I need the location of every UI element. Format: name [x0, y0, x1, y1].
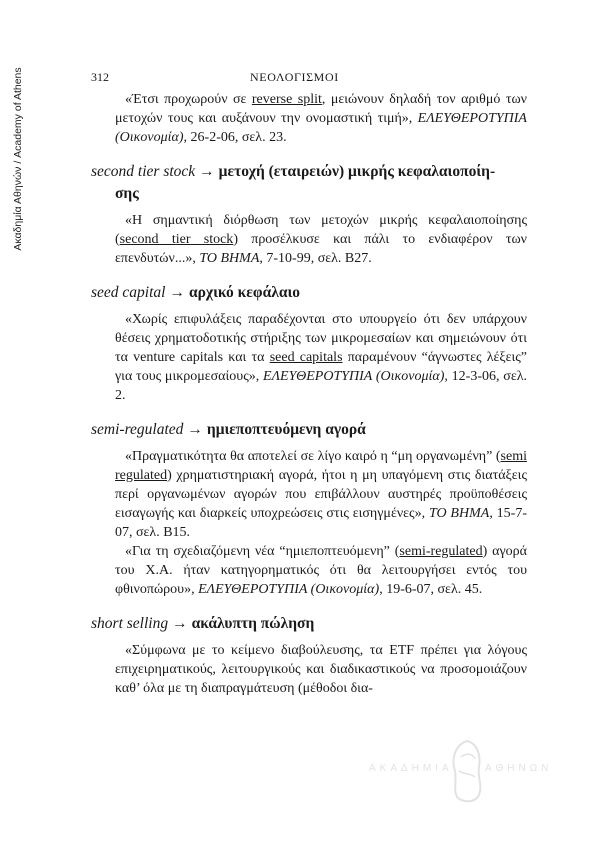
quote-source: ΕΛΕΥΘΕΡΟΤΥΠΙΑ (Οικονομία) — [263, 369, 445, 384]
arrow-icon: → — [187, 421, 203, 438]
quote-date: , 12-3-06, σελ. 2. — [115, 369, 527, 403]
quote-source: ΕΛΕΥΘΕΡΟΤΥΠΙΑ (Οικονομία) — [198, 582, 380, 597]
quote-text: «Χωρίς επιφυλάξεις παραδέχονται στο υπουργείο ότι δεν υπάρχουν θέσεις χρηματοδοτικής στήριξης των μικρομεσαίων και σημειώνουν ότι τα venture capitals και τα — [115, 312, 527, 365]
quote-date: , 26-2-06, σελ. 23. — [183, 130, 287, 145]
quote-source: ΤΟ ΒΗΜΑ — [199, 251, 260, 266]
quote-text: ) προσέλκυσε και πάλι το ενδιαφέρον των επενδυτών...», — [115, 232, 527, 266]
quote-term: second tier stock — [119, 232, 234, 247]
entry-translation: αρχικό κεφάλαιο — [188, 284, 301, 301]
entry-quote — [91, 542, 527, 599]
entry-heading — [91, 282, 527, 304]
quote-term: semi-regulated — [399, 544, 483, 559]
entry-term: seed capital — [91, 284, 166, 301]
side-label — [10, 56, 26, 261]
entry-semi-regulated — [91, 419, 527, 599]
entry-heading — [91, 419, 527, 441]
entry-translation-cont: σης — [115, 185, 139, 202]
entry-quote — [91, 641, 527, 698]
quote-text: ) αγορά του Χ.Α. ήταν κατηγορηματικός ότι θα λειτουργήσει εντός του φθινοπώρου», — [115, 544, 527, 597]
entry-translation: μετοχή (εταιρειών) μικρής κεφαλαιοποίη- — [218, 163, 496, 180]
quote-term: seed capitals — [269, 350, 343, 365]
entry-term: semi-regulated — [91, 421, 184, 438]
quote-text: «Πραγματικότητα θα αποτελεί σε λίγο καιρό η “μη οργανωμένη” ( — [125, 449, 501, 464]
entry-translation: ακάλυπτη πώληση — [191, 615, 315, 632]
quote-source: ΕΛΕΥΘΕΡΟΤΥΠΙΑ (Οικονομία) — [115, 111, 527, 145]
arrow-icon: → — [172, 615, 188, 632]
arrow-icon: → — [169, 284, 185, 301]
entry-heading — [91, 613, 527, 635]
entry-quote — [91, 211, 527, 268]
athena-head-icon — [447, 737, 487, 805]
entry-translation: ημιεποπτευόμενη αγορά — [206, 421, 366, 438]
entry-second-tier-stock — [91, 161, 527, 268]
quote-top — [91, 90, 527, 147]
side-label-text: Ακαδημία Αθηνών / Academy of Athens — [12, 66, 24, 251]
quote-date: , 15-7-07, σελ. Β15. — [115, 506, 527, 540]
quote-text: «Σύμφωνα με το κείμενο διαβούλευσης, τα ETF πρέπει για λόγους επιχειρηματικούς, λειτουργικούς και διαδικαστικούς να προσομοιάζουν καθ’ όλα με τη διαπραγμάτευση (μέθοδοι δια- — [115, 643, 527, 696]
quote-text: «Για τη σχεδιαζόμενη νέα “ημιεποπτευόμενη” ( — [125, 544, 400, 559]
academy-watermark — [367, 737, 567, 807]
entry-seed-capital — [91, 282, 527, 405]
entry-term: short selling — [91, 615, 169, 632]
quote-source: ΤΟ ΒΗΜΑ — [428, 506, 490, 521]
quote-text: «Έτσι προχωρούν σε — [125, 92, 252, 107]
entry-quote — [91, 310, 527, 405]
page-number: 312 — [91, 70, 109, 84]
quote-date: , 19-6-07, σελ. 45. — [379, 582, 483, 597]
page-content — [91, 90, 527, 698]
quote-text: ) χρηματιστηριακή αγορά, ήτοι η μη υπαγόμενη στις διατάξεις περί οργανωμένων αγορών που επιβάλλουν αυστηρές προϋποθέσεις εισαγωγής και διαρκείς υποχρεώσεις στις εισηγμένες», — [115, 468, 527, 521]
quote-text: παραμένουν “άγνωστες λέξεις” για τους μικρομεσαίους», — [115, 350, 528, 384]
quote-term: semi regulated — [115, 449, 527, 483]
entry-heading — [91, 161, 527, 205]
quote-text: «Η σημαντική διόρθωση των μετοχών μικρής κεφαλαιοποίησης ( — [115, 213, 527, 247]
quote-text: , μειώνουν δηλαδή τον αριθμό των μετοχών τους και αυξάνουν την ονομαστική τιμή», — [115, 92, 528, 126]
quote-date: , 7-10-99, σελ. Β27. — [259, 251, 372, 266]
entry-term: second tier stock — [91, 163, 196, 180]
entry-quote — [91, 447, 527, 542]
arrow-icon: → — [199, 163, 215, 180]
running-head: ΝΕΟΛΟΓΙΣΜΟΙ — [250, 70, 339, 84]
watermark-text-left: ΑΚΑΔΗΜΙΑ — [369, 763, 453, 774]
quote-term: reverse split — [251, 92, 322, 107]
entry-short-selling — [91, 613, 527, 698]
watermark-text-right: ΑΘΗΝΩΝ — [485, 763, 553, 774]
